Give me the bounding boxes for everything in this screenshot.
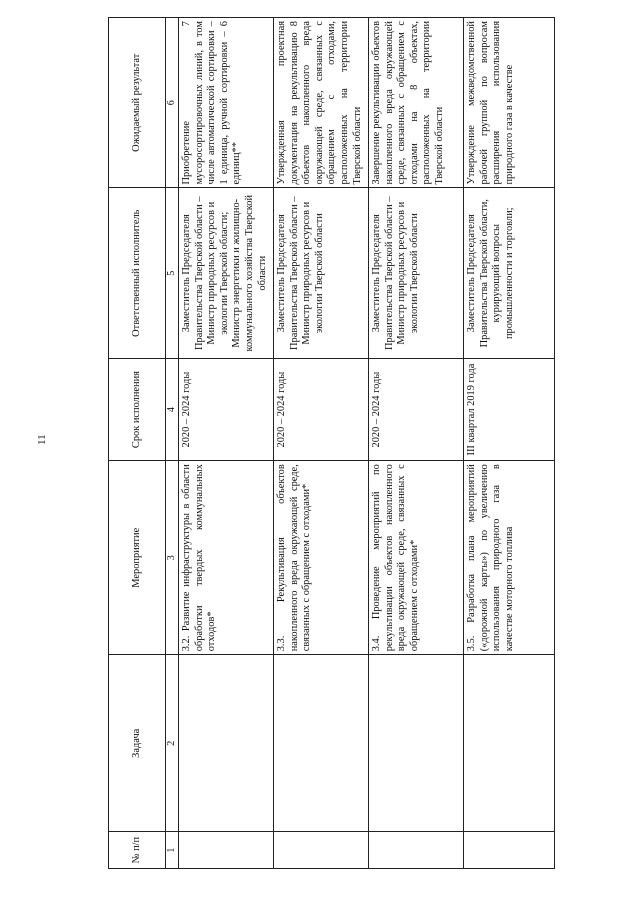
col-number: 5	[166, 188, 179, 358]
responsible-cell: Заместитель Председателя Правительства Тверской области – Министр природных ресурсов и экологии Тверской области	[369, 188, 464, 358]
measures-table	[108, 17, 555, 869]
event-cell: 3.2. Развитие инфраструктуры в области обработки твердых коммунальных отходов*	[179, 461, 274, 655]
task-cell	[369, 655, 464, 832]
result-cell: Утверждение межведомственной рабочей группой по вопросам расширения использования природного газа в качестве	[464, 18, 555, 189]
table-row	[274, 18, 369, 869]
task-cell	[464, 655, 555, 832]
header-term: Срок исполнения	[109, 358, 166, 460]
row-num-cell	[464, 832, 555, 869]
col-number: 4	[166, 358, 179, 460]
table-row	[369, 18, 464, 869]
event-cell: 3.4. Проведение мероприятий по рекультивации объектов накопленного вреда окружающей среде, связанных с обращением с отходами*	[369, 461, 464, 655]
table-header-row	[109, 18, 166, 869]
task-cell	[274, 655, 369, 832]
header-responsible: Ответственный исполнитель	[109, 188, 166, 358]
responsible-cell: Заместитель Председателя Правительства Тверской области, курирующий вопросы промышленности и торговли;	[464, 188, 555, 358]
task-cell	[179, 655, 274, 832]
result-cell: Утвержденная проектная документация на рекультивацию 8 объектов накопленного вреда окружающей среде, связанных с обращением с отходами, расположенных на территории Тверской области	[274, 18, 369, 189]
term-cell: 2020 – 2024 годы	[274, 358, 369, 460]
col-number: 3	[166, 461, 179, 655]
result-cell: Завершение рекультивации объектов накопленного вреда окружающей среде, связанных с обращением с отходами на 8 объектах, расположенных на территории Тверской области	[369, 18, 464, 189]
table-row	[464, 18, 555, 869]
header-task: Задача	[109, 655, 166, 832]
event-cell: 3.3. Рекультивация объектов накопленного вреда окружающей среде, связанных с обращением с отходами*	[274, 461, 369, 655]
col-number: 6	[166, 18, 179, 189]
term-cell: III квартал 2019 года	[464, 358, 555, 460]
row-num-cell	[179, 832, 274, 869]
responsible-cell: Заместитель Председателя Правительства Тверской области – Министр природных ресурсов и экологии Тверской области; Министр энергетики и жилищно-коммунального хозяйства Тверской области	[179, 188, 274, 358]
event-cell: 3.5. Разработка плана мероприятий («дорожной карты») по увеличению использования природного газа в качестве моторного топлива	[464, 461, 555, 655]
table-row	[179, 18, 274, 869]
column-number-row	[166, 18, 179, 869]
term-cell: 2020 – 2024 годы	[179, 358, 274, 460]
header-result: Ожидаемый результат	[109, 18, 166, 189]
row-num-cell	[369, 832, 464, 869]
header-event: Мероприятие	[109, 461, 166, 655]
term-cell: 2020 – 2024 годы	[369, 358, 464, 460]
row-num-cell	[274, 832, 369, 869]
col-number: 1	[166, 832, 179, 869]
col-number: 2	[166, 655, 179, 832]
header-num: № п/п	[109, 832, 166, 869]
page-number: 11	[36, 434, 48, 445]
measures-table-page	[108, 17, 604, 869]
responsible-cell: Заместитель Председателя Правительства Тверской области – Министр природных ресурсов и экологии Тверской области	[274, 188, 369, 358]
result-cell: Приобретение 7 мусоросортировочных линий, в том числе автоматической сортировки – 1 единица, ручной сортировки – 6 единиц**	[179, 18, 274, 189]
